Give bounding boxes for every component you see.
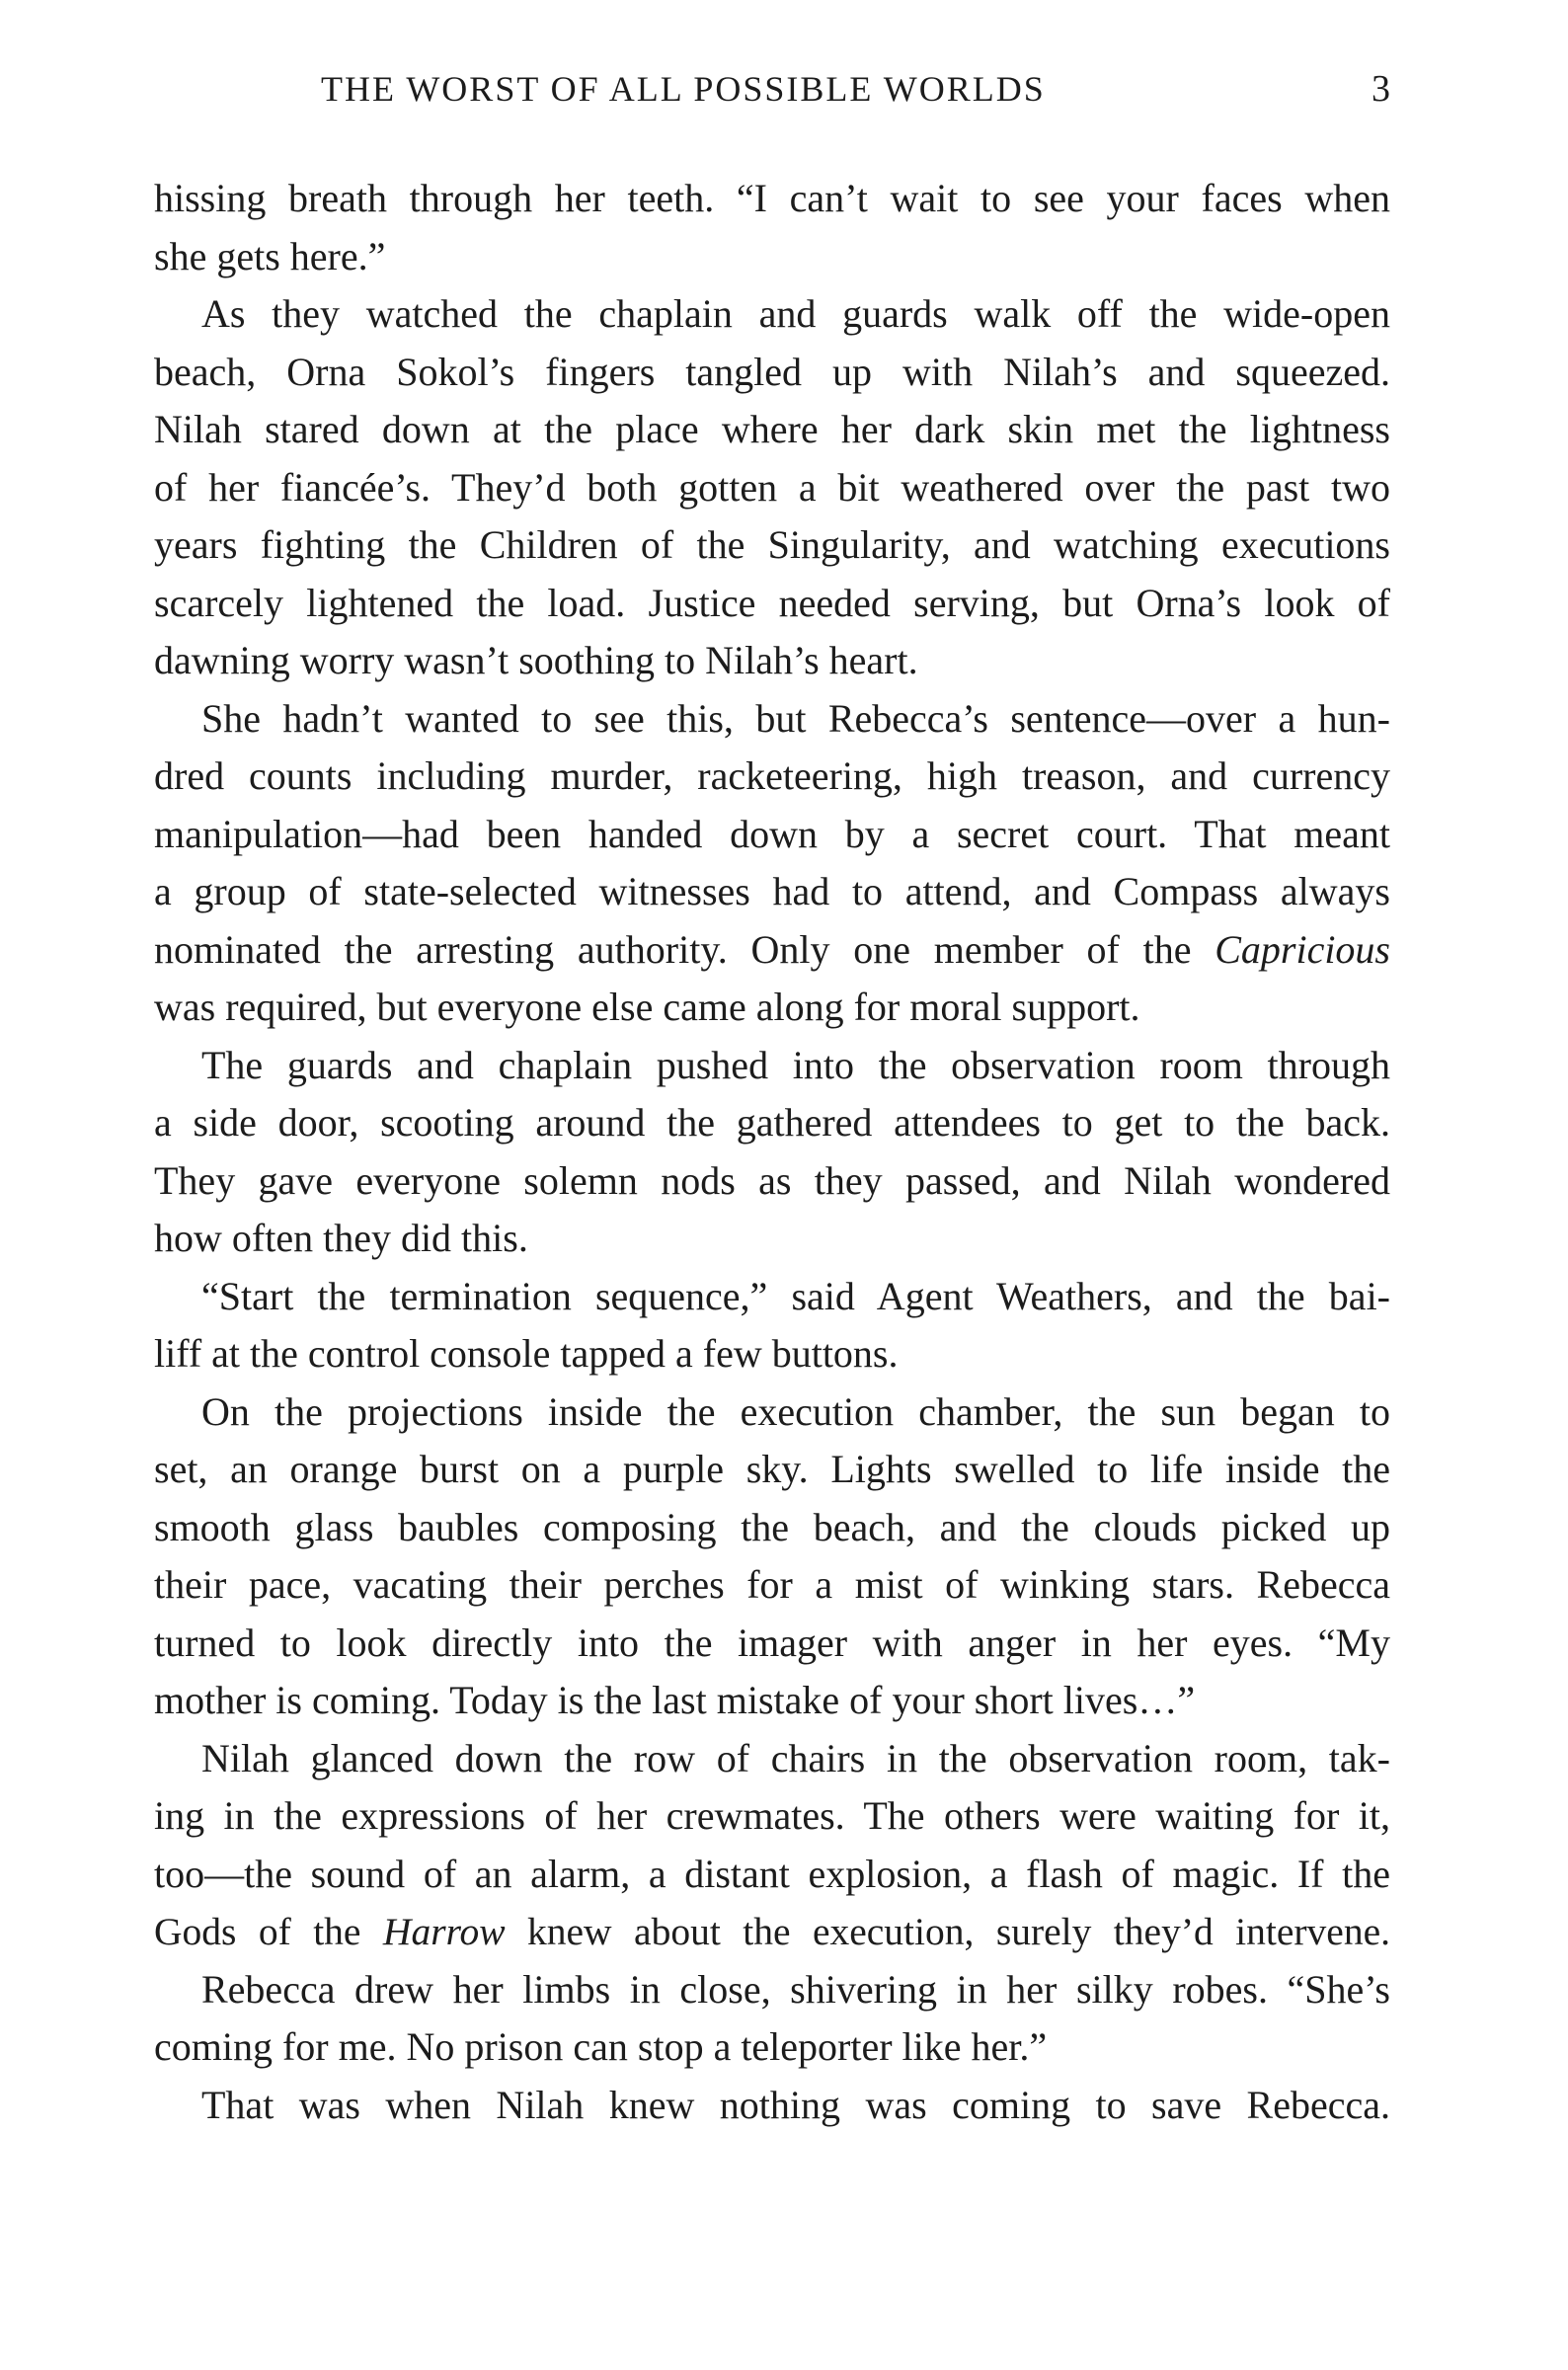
text-line: years fighting the Children of the Singularity, and watching executions [154,522,1390,567]
text-line: beach, Orna Sokol’s fingers tangled up with Nilah’s and squeezed. [154,349,1390,394]
text-line: manipulation—had been handed down by a secret court. That meant [154,811,1390,856]
text-line: scarcely lightened the load. Justice needed serving, but Orna’s look of [154,580,1390,625]
text-line: dred counts including murder, racketeering, high treason, and currency [154,753,1390,798]
text-line: As they watched the chaplain and guards walk off the wide-open [201,291,1390,336]
text-line: mother is coming. Today is the last mistake of your short lives…” [154,1678,1196,1722]
text-line: of her fiancée’s. They’d both gotten a bit weathered over the past two [154,464,1390,510]
text-line: nominated the arresting authority. Only one member of the Capricious [154,926,1390,972]
text-line: how often they did this. [154,1216,528,1260]
text-line: smooth glass baubles composing the beach, and the clouds picked up [154,1504,1390,1549]
text-line: She hadn’t wanted to see this, but Rebecca’s sentence—over a hun- [201,695,1390,741]
text-line: liff at the control console tapped a few buttons. [154,1331,899,1376]
text-line: she gets here.” [154,233,386,278]
text-line: ing in the expressions of her crewmates. The others were waiting for it, [154,1793,1390,1838]
ship-name-italic: Harrow [382,1910,506,1953]
text-line: Rebecca drew her limbs in close, shivering in her silky robes. “She’s [201,1966,1390,2012]
text-line: set, an orange burst on a purple sky. Lights swelled to life inside the [154,1447,1390,1491]
body-text [154,170,1390,2134]
text-line: was required, but everyone else came along for moral support. [154,985,1140,1029]
text-line: “Start the termination sequence,” said Agent Weathers, and the bai- [201,1273,1390,1318]
text-line: their pace, vacating their perches for a mist of winking stars. Rebecca [154,1562,1390,1607]
running-head [148,63,1390,115]
text-line: hissing breath through her teeth. “I can’t wait to see your faces when [154,176,1390,220]
text-line: Nilah glanced down the row of chairs in the observation room, tak- [201,1735,1390,1780]
text-line: Gods of the Harrow knew about the execution, surely they’d intervene. [154,1910,1390,1953]
text-line: The guards and chaplain pushed into the observation room through [201,1042,1390,1087]
text-line: Nilah stared down at the place where her dark skin met the lightness [154,407,1390,451]
page-number: 3 [1372,68,1390,110]
text-line: coming for me. No prison can stop a teleporter like her.” [154,2024,1048,2069]
running-title: THE WORST OF ALL POSSIBLE WORLDS [321,69,1046,109]
text-line: On the projections inside the execution chamber, the sun began to [201,1388,1390,1434]
text-line: dawning worry wasn’t soothing to Nilah’s heart. [154,638,918,682]
text-line: They gave everyone solemn nods as they passed, and Nilah wondered [154,1157,1390,1203]
text-line: That was when Nilah knew nothing was coming to save Rebecca. [201,2082,1390,2127]
text-line: turned to look directly into the imager with anger in her eyes. “My [154,1620,1390,1665]
text-line: too—the sound of an alarm, a distant explosion, a flash of magic. If the [154,1851,1390,1896]
text-line: a group of state-selected witnesses had to attend, and Compass always [154,869,1390,913]
ship-name-italic: Capricious [1215,926,1390,972]
text-line: a side door, scooting around the gathered attendees to get to the back. [154,1100,1390,1145]
